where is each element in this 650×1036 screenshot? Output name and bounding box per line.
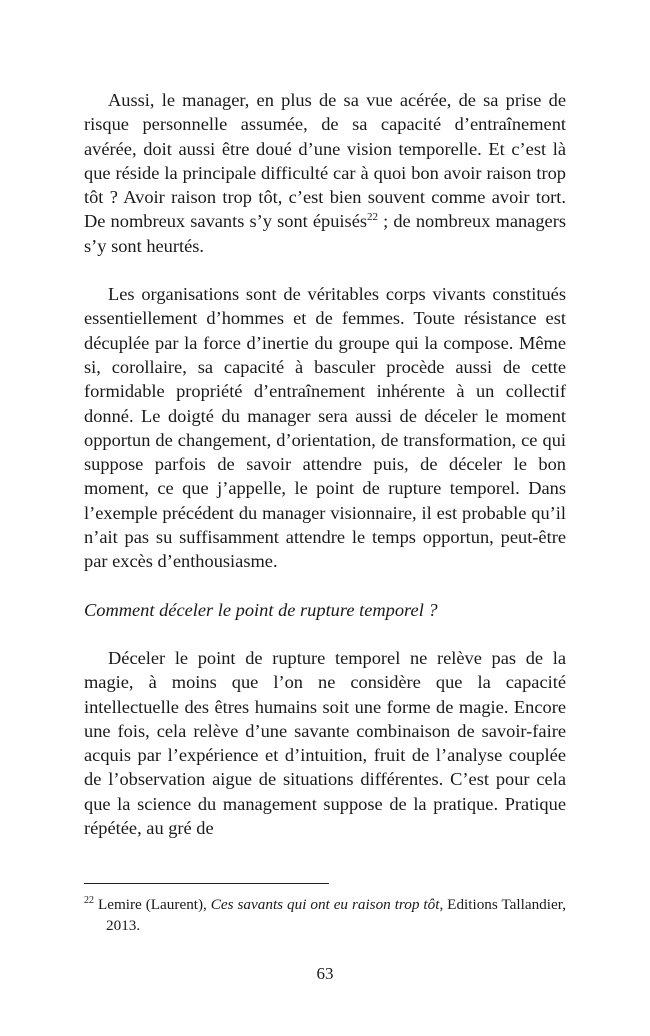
footnote-number: 22 [84, 895, 94, 906]
footnote-title: Ces savants qui ont eu raison trop tôt [210, 896, 440, 913]
section-heading: Comment déceler le point de rupture temporel ? [84, 599, 438, 620]
paragraph-text: Aussi, le manager, en plus de sa vue acérée, de sa prise de risque personnelle assumée, de sa capacité d’entraînement avérée, doit aussi être doué d’une vision temporelle. Et c’est là que réside la principale difficulté car à quoi bon avoir raison trop tôt ? Avoir raison trop tôt, c’est bien souvent comme avoir tort. De nombreux savants s’y sont épuisés [84, 90, 566, 232]
footnote-divider [84, 883, 329, 884]
footnote [84, 894, 566, 936]
footnote-reference[interactable]: 22 [367, 211, 379, 224]
page-body [84, 88, 566, 840]
paragraph-deceler: Déceler le point de rupture temporel ne relève pas de la magie, à moins que l’on ne considère que la capacité intellectuelle des êtres humains soit une forme de magie. Encore une fois, cela relève d’une savante combinaison de savoir-faire acquis par l’expérience et d’intuition, fruit de l’analyse couplée de l’observation aigue de situations différentes. C’est pour cela que la science du management suppose de la pratique. Pratique répétée, au gré de [84, 647, 566, 839]
page-number: 63 [316, 964, 334, 983]
paragraph-text: ; de nombreux managers s’y sont heurtés. [84, 211, 566, 256]
footnote-author: Lemire (Laurent), [97, 896, 211, 913]
paragraph-organisations: Les organisations sont de véritables corps vivants constitués essentiellement d’hommes et de femmes. Toute résistance est décuplée par la force d’inertie du groupe qui la compose. Même si, corollaire, sa capacité à basculer procède aussi de cette formidable propriété d’entraînement inhérente à un collectif donné. Le doigté du manager sera aussi de déceler le moment opportun de changement, d’orientation, de transformation, ce qui suppose parfois de savoir attendre puis, de déceler le bon moment, ce que j’appelle, le point de rupture temporel. Dans l’exemple précédent du manager visionnaire, il est probable qu’il n’ait pas su suffisamment attendre le temps opportun, peut-être par excès d’enthousiasme. [84, 284, 566, 572]
paragraph-vision-temporelle [84, 88, 566, 258]
footnote-publisher: , Editions Tallandier, 2013. [106, 896, 566, 934]
